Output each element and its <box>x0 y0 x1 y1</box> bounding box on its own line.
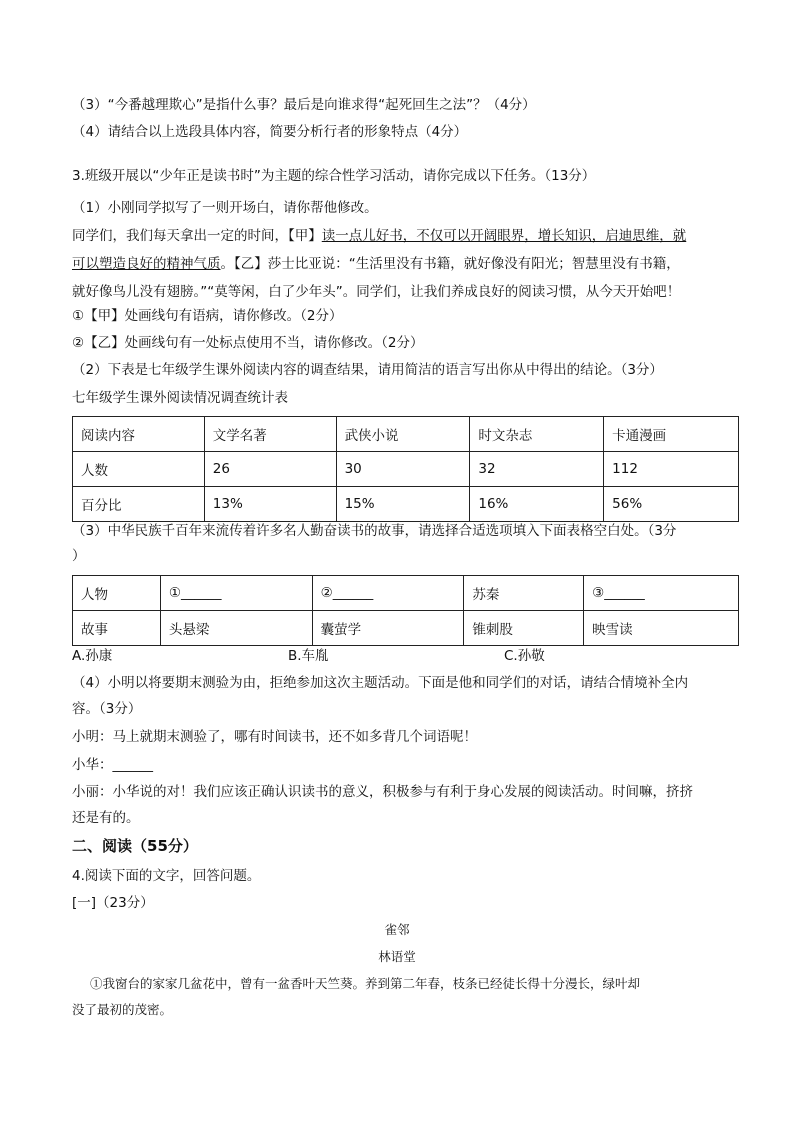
article-para1-line1: ①我窗台的家家几盆花中，曾有一盆香叶天竺葵。养到第二年春，枝条已经徒长得十分漫长，绿叶却 <box>90 976 641 991</box>
option-c: C.孙敬 <box>504 648 545 664</box>
para-text: 。【乙】莎士比亚说：“生活里没有书籍，就好像没有阳光；智慧里没有书籍， <box>220 256 680 272</box>
table-cell: 文学名著 <box>204 417 336 452</box>
q3-part1-intro: （1）小刚同学拟写了一则开场白，请你帮他修改。 <box>72 200 378 216</box>
table-row <box>73 452 739 487</box>
q3-part4-line1: （4）小明以将要期末测验为由，拒绝参加这次主题活动。下面是他和同学们的对话，请结合情境补全内 <box>72 675 689 691</box>
q3-para-line3: 就好像鸟儿没有翅膀。”“莫等闲，白了少年头”。同学们，让我们养成良好的阅读习惯，从今天开始吧！ <box>72 284 681 300</box>
table-cell: 32 <box>470 452 604 487</box>
table-row <box>73 576 739 611</box>
part-one-label: [一]（23分） <box>72 895 154 911</box>
para-text: 同学们，我们每天拿出一定的时间，【甲】 <box>72 228 322 244</box>
q3-part2-intro: （2）下表是七年级学生课外阅读内容的调查结果，请用简洁的语言写出你从中得出的结论。（3分） <box>72 362 663 378</box>
q4-instruction: 4.阅读下面的文字，回答问题。 <box>72 868 261 884</box>
table-cell: 锥刺股 <box>464 611 584 646</box>
table-cell: 人数 <box>73 452 205 487</box>
table-cell: ②______ <box>312 576 464 611</box>
table-cell: 112 <box>604 452 739 487</box>
q3-question-a: ①【甲】处画线句有语病，请你修改。（2分） <box>72 308 343 324</box>
table-cell: 人物 <box>73 576 161 611</box>
table-row <box>73 487 739 522</box>
table1-caption: 七年级学生课外阅读情况调查统计表 <box>72 390 288 406</box>
dialog-xiaohua: 小华：______ <box>72 757 153 773</box>
table-cell: 头悬梁 <box>160 611 312 646</box>
table-cell: 26 <box>204 452 336 487</box>
q3-part3-line1: （3）中华民族千百年来流传着许多名人勤奋读书的故事，请选择合适选项填入下面表格空白处。（3分 <box>72 523 677 539</box>
reading-survey-table <box>72 416 739 522</box>
table-cell: 16% <box>470 487 604 522</box>
table-cell: 故事 <box>73 611 161 646</box>
q3-part3-line2: ） <box>72 548 86 564</box>
article-author: 林语堂 <box>378 949 416 964</box>
underlined-sentence-jia: 读一点儿好书，不仅可以开阔眼界，增长知识，启迪思维，就 <box>321 228 687 244</box>
option-a: A.孙康 <box>72 648 113 664</box>
q3-part4-line2: 容。（3分） <box>72 701 142 717</box>
q3-para-line1 <box>72 226 686 246</box>
table-cell: 卡通漫画 <box>604 417 739 452</box>
q3-para-line2 <box>72 254 680 274</box>
q2-sub4: （4）请结合以上选段具体内容，简要分析行者的形象特点（4分） <box>72 124 468 140</box>
scholars-table <box>72 575 739 646</box>
underlined-sentence-jia-end: 可以塑造良好的精神气质 <box>72 256 221 272</box>
table-cell: 30 <box>336 452 470 487</box>
table-cell: 囊萤学 <box>312 611 464 646</box>
table-cell: 56% <box>604 487 739 522</box>
option-b: B.车胤 <box>288 648 329 664</box>
dialog-xiaoli-line2: 还是有的。 <box>72 810 140 826</box>
q3-question-b: ②【乙】处画线句有一处标点使用不当，请你修改。（2分） <box>72 335 424 351</box>
table-cell: 百分比 <box>73 487 205 522</box>
section2-heading: 二、阅读（55分） <box>72 837 198 855</box>
table-row <box>73 417 739 452</box>
table-cell: 阅读内容 <box>73 417 205 452</box>
table-cell: 苏秦 <box>464 576 584 611</box>
q3-title: 3.班级开展以“少年正是读书时”为主题的综合性学习活动，请你完成以下任务。（13分） <box>72 168 596 184</box>
table-row <box>73 611 739 646</box>
dialog-xiaoming: 小明：马上就期末测验了，哪有时间读书，还不如多背几个词语呢！ <box>72 729 477 745</box>
table-cell: 武侠小说 <box>336 417 470 452</box>
table-cell: ③______ <box>584 576 739 611</box>
table-cell: ①______ <box>160 576 312 611</box>
table-cell: 映雪读 <box>584 611 739 646</box>
q2-sub3: （3）“今番越理欺心”是指什么事？最后是向谁求得“起死回生之法”？（4分） <box>72 97 536 113</box>
article-para1-line2: 没了最初的茂密。 <box>72 1002 173 1017</box>
article-title: 雀邻 <box>384 922 410 937</box>
table-cell: 15% <box>336 487 470 522</box>
table-cell: 时文杂志 <box>470 417 604 452</box>
table-cell: 13% <box>204 487 336 522</box>
dialog-xiaoli-line1: 小丽：小华说的对！我们应该正确认识读书的意义，积极参与有利于身心发展的阅读活动。时间嘛，挤挤 <box>72 784 693 800</box>
